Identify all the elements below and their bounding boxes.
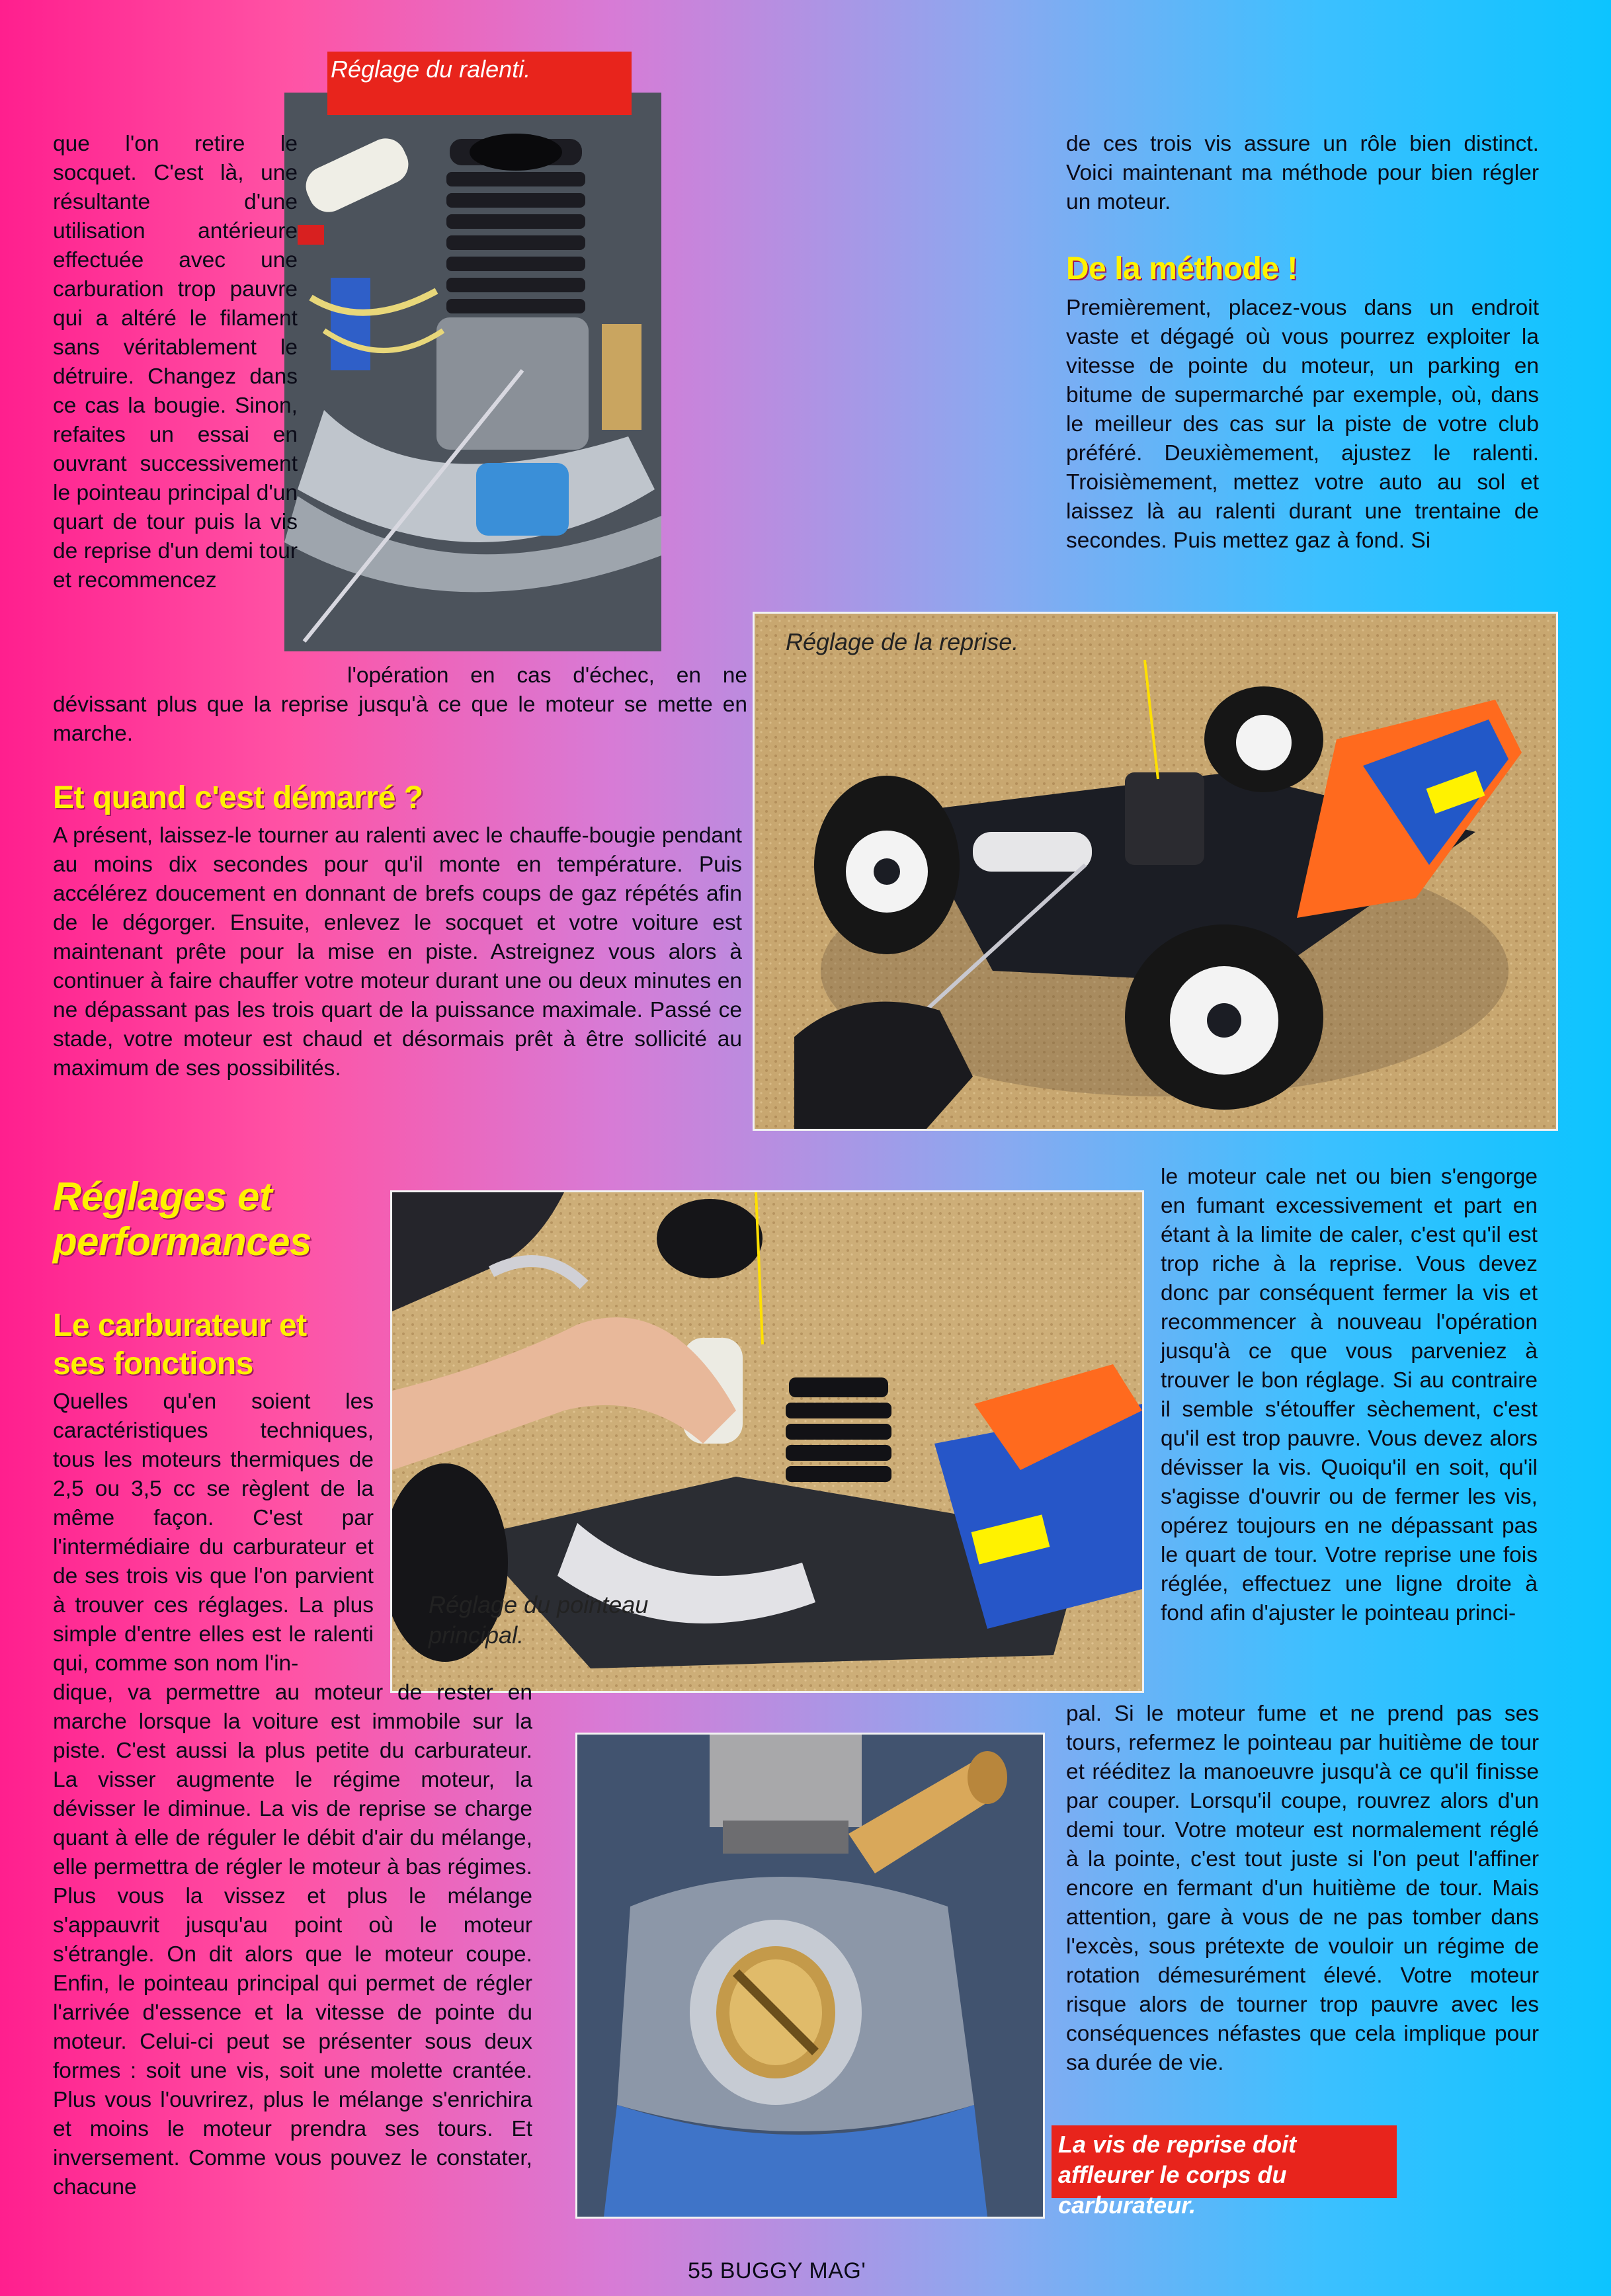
heading-reglages: Réglages et performances (53, 1174, 311, 1264)
caption-reprise: Réglage de la reprise. (786, 628, 1019, 655)
carburateur-text-b: dique, va permettre au moteur de rester en marche lorsque la voiture est immobile sur la piste. C'est aussi la plus petite du carburateur. La visser augmente le régime moteur, la dévisser le diminue. La vis de reprise se charge quant à elle de réguler le débit d'air du mélange, elle permettra de régler le moteur à bas régimes. Plus vous la vissez et plus le mélange s'appauvrit jusqu'au point où le moteur s'étrangle. On dit alors que le moteur coupe. Enfin, le pointeau principal qui permet de régler l'arrivée d'essence et la vitesse de pointe du moteur. Celui-ci peut se présenter sous deux formes : soit une vis, soit une molette crantée. Plus vous l'ouvrirez, plus le mélange s'enrichira et moins le moteur prendra ses tours. Et inversement. Comme vous pouvez le constater, chacune (53, 1680, 532, 2199)
caption-pointeau: Réglage du pointeau principal. (429, 1591, 649, 1649)
caption-vis-reprise: La vis de reprise doit affleurer le corps du carburateur. (1058, 2131, 1297, 2219)
methode-text: Premièrement, placez-vous dans un endroit vaste et dégagé où vous pourrez exploiter la vitesse de pointe du moteur, un parking en bitume de supermarché par exemple, où, dans le meilleur des cas sur la piste de votre club préféré. Deuxièmement, ajustez le ralenti. Troisièmement, mettez votre auto au sol et laissez là au ralenti durant une trentaine de secondes. Puis mettez gaz à fond. Si (1066, 296, 1539, 553)
col1-top-text: que l'on retire le socquet. C'est là, une résultante d'une utilisation antérieure effectuée avec une carburation trop pauvre qui a altéré le filament sans véritablement le détruire. Changez dans ce cas la bougie. Sinon, refaites un essai en ouvrant successivement le pointeau principal d'un quart de tour puis la vis de reprise d'un demi tour et recommencez (53, 132, 298, 593)
heading-carburateur: Le carburateur et ses fonctions (53, 1308, 307, 1381)
page-footer: 55 BUGGY MAG' (688, 2258, 866, 2283)
col2-top-text: de ces trois vis assure un rôle bien distinct. Voici maintenant ma méthode pour bien régler un moteur. (1066, 132, 1539, 214)
photo-carburateur (575, 1733, 1045, 2219)
heading-demarre: Et quand c'est démarré ? (53, 780, 423, 815)
right-col-text-a: le moteur cale net ou bien s'engorge en fumant excessivement et part en étant à la limite de caler, c'est qu'il est trop riche à la reprise. Vous devez donc par conséquent fermer la vis et recommencer à nouveau l'opération jusqu'à ce que vous parveniez à trouver le bon réglage. Si au contraire il semble s'étouffer sèchement, c'est qu'il est trop pauvre. Vous devez alors dévisser la vis. Quoiqu'il en soit, qu'il s'agisse d'ouvrir ou de fermer les vis, opérez toujours en ne dépassant pas le quart de tour. Votre reprise une fois réglée, effectuez une ligne droite à fond afin d'ajuster le pointeau princi- (1161, 1165, 1538, 1625)
heading-methode: De la méthode ! (1066, 251, 1298, 286)
caption-ralenti: Réglage du ralenti. (331, 56, 531, 83)
demarre-text: A présent, laissez-le tourner au ralenti avec le chauffe-bougie pendant au moins dix secondes pour qu'il monte en température. Puis accélérez doucement en donnant de brefs coups de gaz répétés afin de le dégorger. Ensuite, enlevez le socquet et votre voiture est maintenant prête pour la mise en piste. Astreignez vous alors à continuer à faire chauffer votre moteur durant une ou deux minutes en ne dépassant pas les trois quart de la puissance maximale. Passé ce stade, votre moteur est chaud et désormais prêt à être sollicité au maximum de ses possibilités. (53, 823, 742, 1081)
photo-reprise (753, 612, 1558, 1131)
col1-continued-text: l'opération en cas d'échec, en ne dévissant plus que la reprise jusqu'à ce que le moteur se mette en marche. (53, 663, 747, 746)
right-col-text-b: pal. Si le moteur fume et ne prend pas ses tours, refermez le pointeau par huitième de tour et rééditez la manoeuvre jusqu'à ce qu'il finisse par couper. Lorsqu'il coupe, rouvrez alors d'un demi tour. Votre moteur est normalement réglé à la pointe, c'est tout juste si l'on peut l'affiner encore en fermant d'un huitième de tour. Mais attention, gare à vous de ne pas tomber dans l'excès, sous prétexte de vouloir un régime de rotation démesurément élevé. Votre moteur risque alors de tourner trop pauvre avec les conséquences néfastes que cela implique pour sa durée de vie. (1066, 1702, 1539, 2075)
photo-ralenti (284, 93, 661, 651)
carburateur-text-a: Quelles qu'en soient les caractéristiques techniques, tous les moteurs thermiques de 2,5 ou 3,5 cc se règlent de la même façon. C'est par l'intermédiaire du carburateur et de ses trois vis que l'on parvient à trouver ces réglages. La plus simple d'entre elles est le ralenti qui, comme son nom l'in- (53, 1389, 374, 1676)
